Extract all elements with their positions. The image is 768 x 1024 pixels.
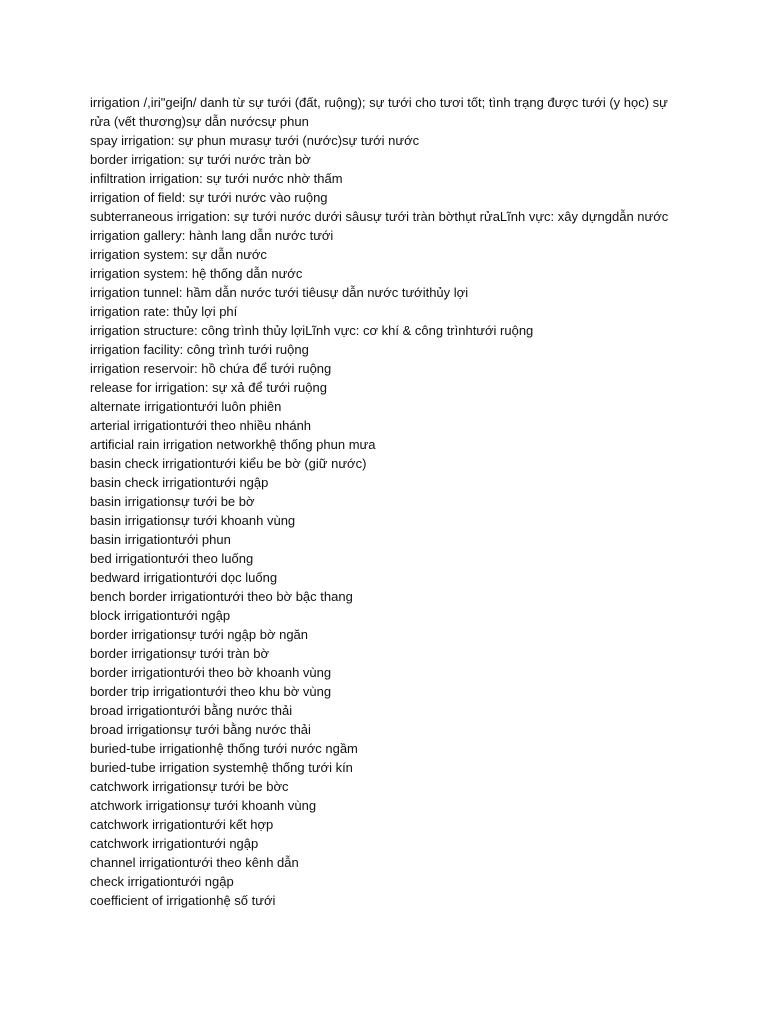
entry-line: border irrigationsự tưới ngập bờ ngăn [90,627,309,642]
entry-line: coefficient of irrigationhệ số tưới [90,893,276,908]
entry-line: basin irrigationsự tưới khoanh vùng [90,513,296,528]
entry-line: irrigation system: hệ thống dẫn nước [90,266,303,281]
entry-line: bench border irrigationtưới theo bờ bậc thang [90,589,353,604]
entry-line: catchwork irrigationtưới ngập [90,836,259,851]
entry-line: basin check irrigationtưới ngập [90,475,269,490]
entry-line: irrigation structure: công trình thủy lợiLĩnh vực: cơ khí & công trìnhtưới ruộng [90,323,534,338]
document-body [90,93,680,910]
entry-line: spay irrigation: sự phun mưasự tưới (nước)sự tưới nước [90,133,420,148]
entry-line: border trip irrigationtưới theo khu bờ vùng [90,684,332,699]
entry-line: arterial irrigationtưới theo nhiều nhánh [90,418,312,433]
entry-line: subterraneous irrigation: sự tưới nước dưới sâusự tưới tràn bờthụt rửaLĩnh vực: xây dựngdẫn nước [90,209,669,224]
entry-line: basin irrigationsự tưới be bờ [90,494,255,509]
entry-line: irrigation gallery: hành lang dẫn nước tưới [90,228,334,243]
entry-line: catchwork irrigationsự tưới be bờc [90,779,289,794]
entry-line: block irrigationtưới ngập [90,608,231,623]
entry-line: border irrigation: sự tưới nước tràn bờ [90,152,311,167]
entry-line: border irrigationtưới theo bờ khoanh vùng [90,665,332,680]
entry-line: bed irrigationtưới theo luống [90,551,254,566]
entry-line: artificial rain irrigation networkhệ thống phun mưa [90,437,376,452]
entry-line: check irrigationtưới ngập [90,874,234,889]
entry-line: catchwork irrigationtưới kết hợp [90,817,274,832]
entry-line: irrigation facility: công trình tưới ruộng [90,342,309,357]
entry-line: basin check irrigationtưới kiểu be bờ (giữ nước) [90,456,367,471]
entry-line: buried-tube irrigation systemhệ thống tưới kín [90,760,353,775]
entry-line: alternate irrigationtưới luôn phiên [90,399,282,414]
entry-line: irrigation /,iri"geiʃn/ danh từ sự tưới (đất, ruộng); sự tưới cho tươi tốt; tình trạng được tưới (y học) sự rửa (vết thương)sự dẫn nướcsự phun [90,95,668,129]
entry-line: broad irrigationsự tưới bằng nước thải [90,722,311,737]
entry-line: bedward irrigationtưới dọc luống [90,570,278,585]
entry-line: irrigation tunnel: hầm dẫn nước tưới tiêusự dẫn nước tướithủy lợi [90,285,469,300]
entry-line: atchwork irrigationsự tưới khoanh vùng [90,798,317,813]
entry-line: broad irrigationtưới bằng nước thải [90,703,293,718]
entry-line: channel irrigationtưới theo kênh dẫn [90,855,299,870]
entry-line: irrigation system: sự dẫn nước [90,247,267,262]
entry-line: border irrigationsự tưới tràn bờ [90,646,269,661]
entry-line: buried-tube irrigationhệ thống tưới nước ngầm [90,741,358,756]
entry-line: release for irrigation: sự xả để tưới ruộng [90,380,327,395]
entry-line: infiltration irrigation: sự tưới nước nhờ thấm [90,171,343,186]
entry-line: basin irrigationtưới phun [90,532,231,547]
entry-line: irrigation rate: thủy lợi phí [90,304,238,319]
entry-line: irrigation of field: sự tưới nước vào ruộng [90,190,328,205]
entry-line: irrigation reservoir: hồ chứa để tưới ruộng [90,361,332,376]
